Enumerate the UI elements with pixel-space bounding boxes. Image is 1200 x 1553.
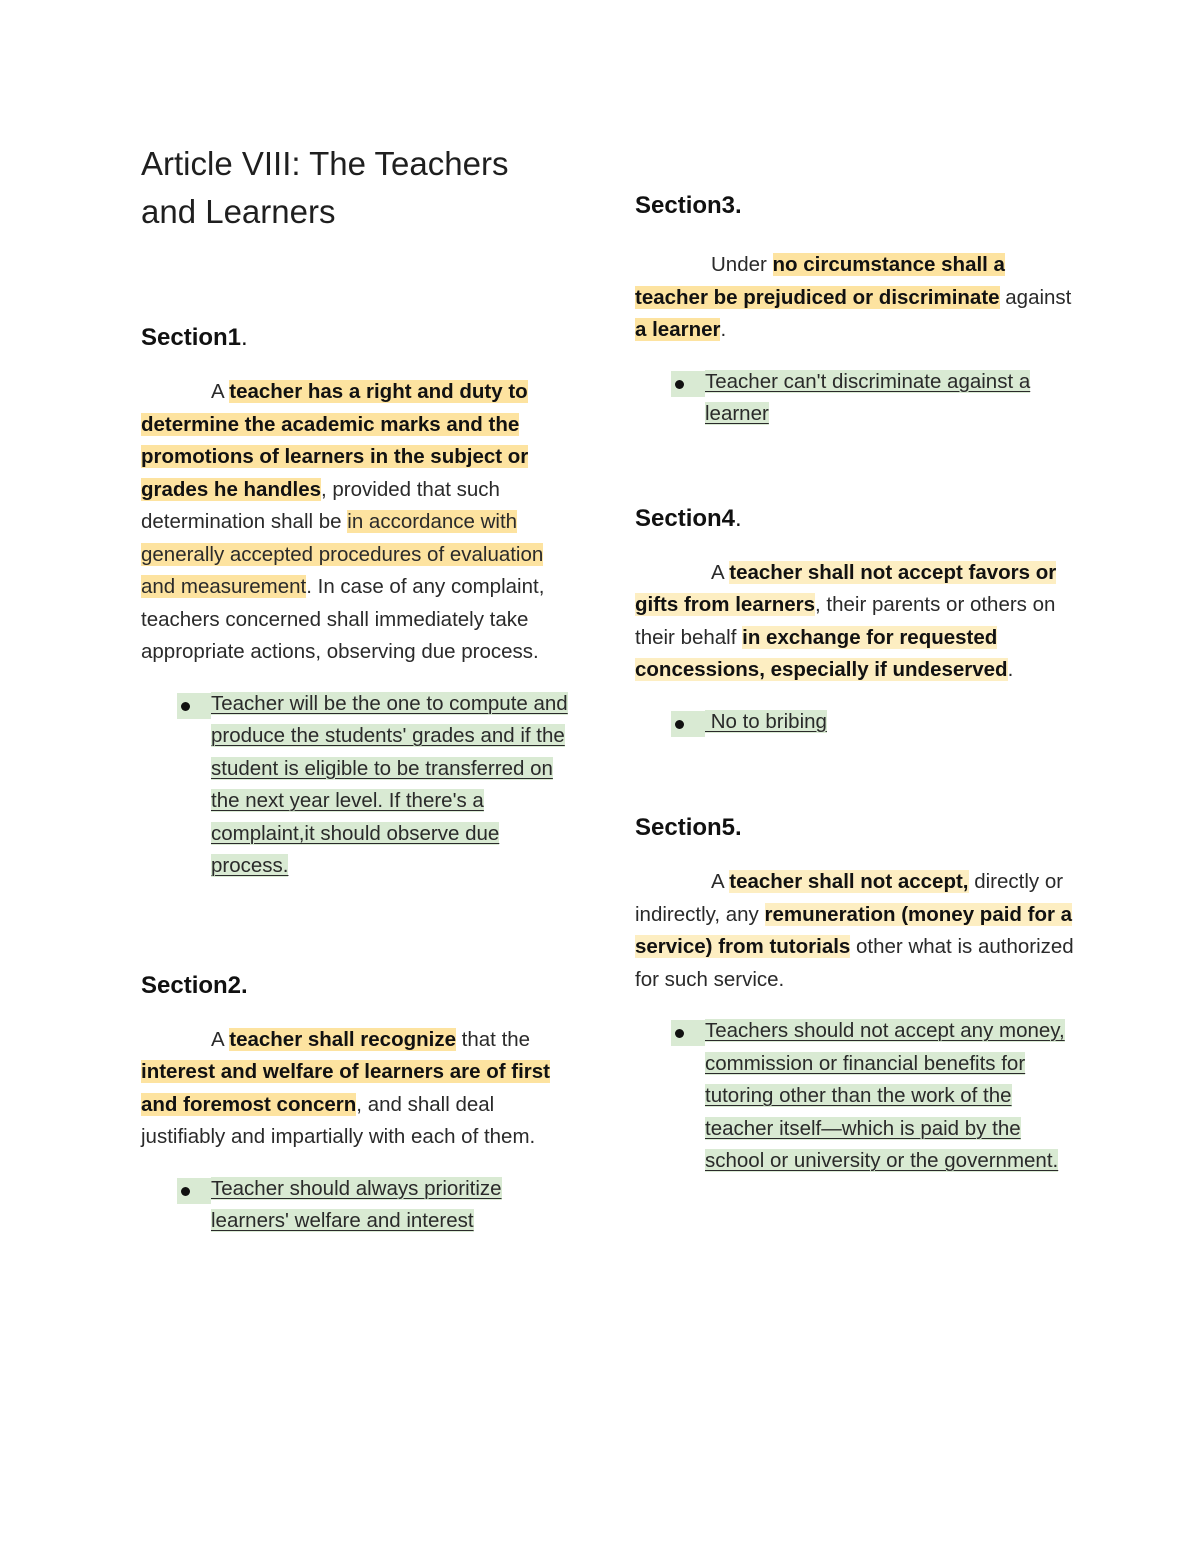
s3-highlight-b: no circumstance shall a teacher be prejudiced or discriminate [635,253,1005,309]
s3-text-e: . [720,318,727,341]
s1-text-e: . In case of any complaint, teachers concerned shall immediately take appropriate actions, observing due process. [141,575,545,663]
s3-text-c: against [999,285,1072,309]
bullet-icon [177,693,211,719]
section-4 [635,503,1075,739]
section-4-notes [635,706,1075,739]
s1-text-c: , provided that such determination shall be [141,477,500,533]
section-1-heading-dot: . [241,324,248,351]
section-1-note-text: Teacher will be the one to compute and produce the students' grades and if the student is eligible to be transferred on the next year level. If there's a complaint,it should observe due process. [211,691,568,877]
section-4-heading-dot: . [735,504,742,532]
s5-text-e: other what is authorized for such service. [635,935,1074,991]
section-1-notes [141,688,581,883]
s4-text-e: . [1007,658,1014,681]
section-5-note-text: Teachers should not accept any money, commission or financial benefits for tutoring other than the work of the teacher itself—which is paid by the school or university or the government. [705,1019,1065,1172]
section-3 [635,190,1075,431]
section-3-notes [635,366,1075,431]
s2-highlight-d: interest and welfare of learners are of first and foremost concern [141,1060,550,1116]
s4-text-c: , their parents or others on their behalf [635,593,1056,649]
s4-highlight-d: in exchange for requested concessions, especially if undeserved [635,625,1008,681]
section-2-heading: Section2. [141,971,248,999]
title-line-2: and Learners [141,193,336,230]
section-3-paragraph [635,249,1075,347]
section-1 [141,322,581,883]
s1-text-a: A [211,380,230,403]
section-4-paragraph [635,557,1075,687]
s1-highlight-b: teacher has a right and duty to determine the academic marks and the promotions of learners in the subject or grades he handles [141,380,529,501]
s4-text-a: A [711,560,730,584]
s5-text-c: directly or indirectly, any [635,870,1064,926]
section-1-heading [141,322,581,354]
section-4-note [635,706,1075,739]
s5-text-a: A [711,870,730,893]
s2-text-c: that the [455,1027,531,1051]
section-2 [141,970,581,1238]
section-5 [635,812,1075,1178]
section-4-heading [635,503,1075,535]
section-3-heading: Section3. [635,192,742,219]
section-2-paragraph [141,1024,581,1154]
section-3-note [635,366,1075,431]
section-2-note-text: Teacher should always prioritize learners' welfare and interest [211,1176,502,1232]
section-5-note [635,1015,1075,1178]
title-line-1: Article VIII: The Teachers [141,145,509,182]
page-title [141,140,581,236]
section-5-heading: Section5. [635,814,742,841]
s5-highlight-d: remuneration (money paid for a service) from tutorials [635,902,1073,958]
section-4-note-text: No to bribing [705,709,827,733]
section-2-notes [141,1173,581,1238]
section-5-notes [635,1015,1075,1178]
bullet-icon [671,1020,705,1046]
s2-text-e: , and shall deal justifiably and impartially with each of them. [141,1092,536,1148]
s4-highlight-b: teacher shall not accept favors or gifts from learners [635,560,1057,616]
section-5-paragraph [635,866,1075,996]
s3-highlight-d: a learner [635,318,721,341]
section-4-heading-text: Section4 [635,504,736,532]
s1-highlight-d: in accordance with generally accepted procedures of evaluation and measurement [141,510,544,598]
section-1-heading-text: Section1 [141,324,242,351]
s2-text-a: A [211,1027,230,1051]
section-3-note-text: Teacher can't discriminate against a learner [705,369,1031,425]
left-column [141,140,581,1238]
right-column [635,190,1075,1178]
s3-text-a: Under [711,253,773,276]
s5-highlight-b: teacher shall not accept, [729,870,969,893]
section-1-note [141,688,581,883]
section-1-paragraph [141,376,581,669]
bullet-icon [671,711,705,737]
bullet-icon [177,1178,211,1204]
s2-highlight-b: teacher shall recognize [229,1027,456,1051]
bullet-icon [671,371,705,397]
section-2-note [141,1173,581,1238]
